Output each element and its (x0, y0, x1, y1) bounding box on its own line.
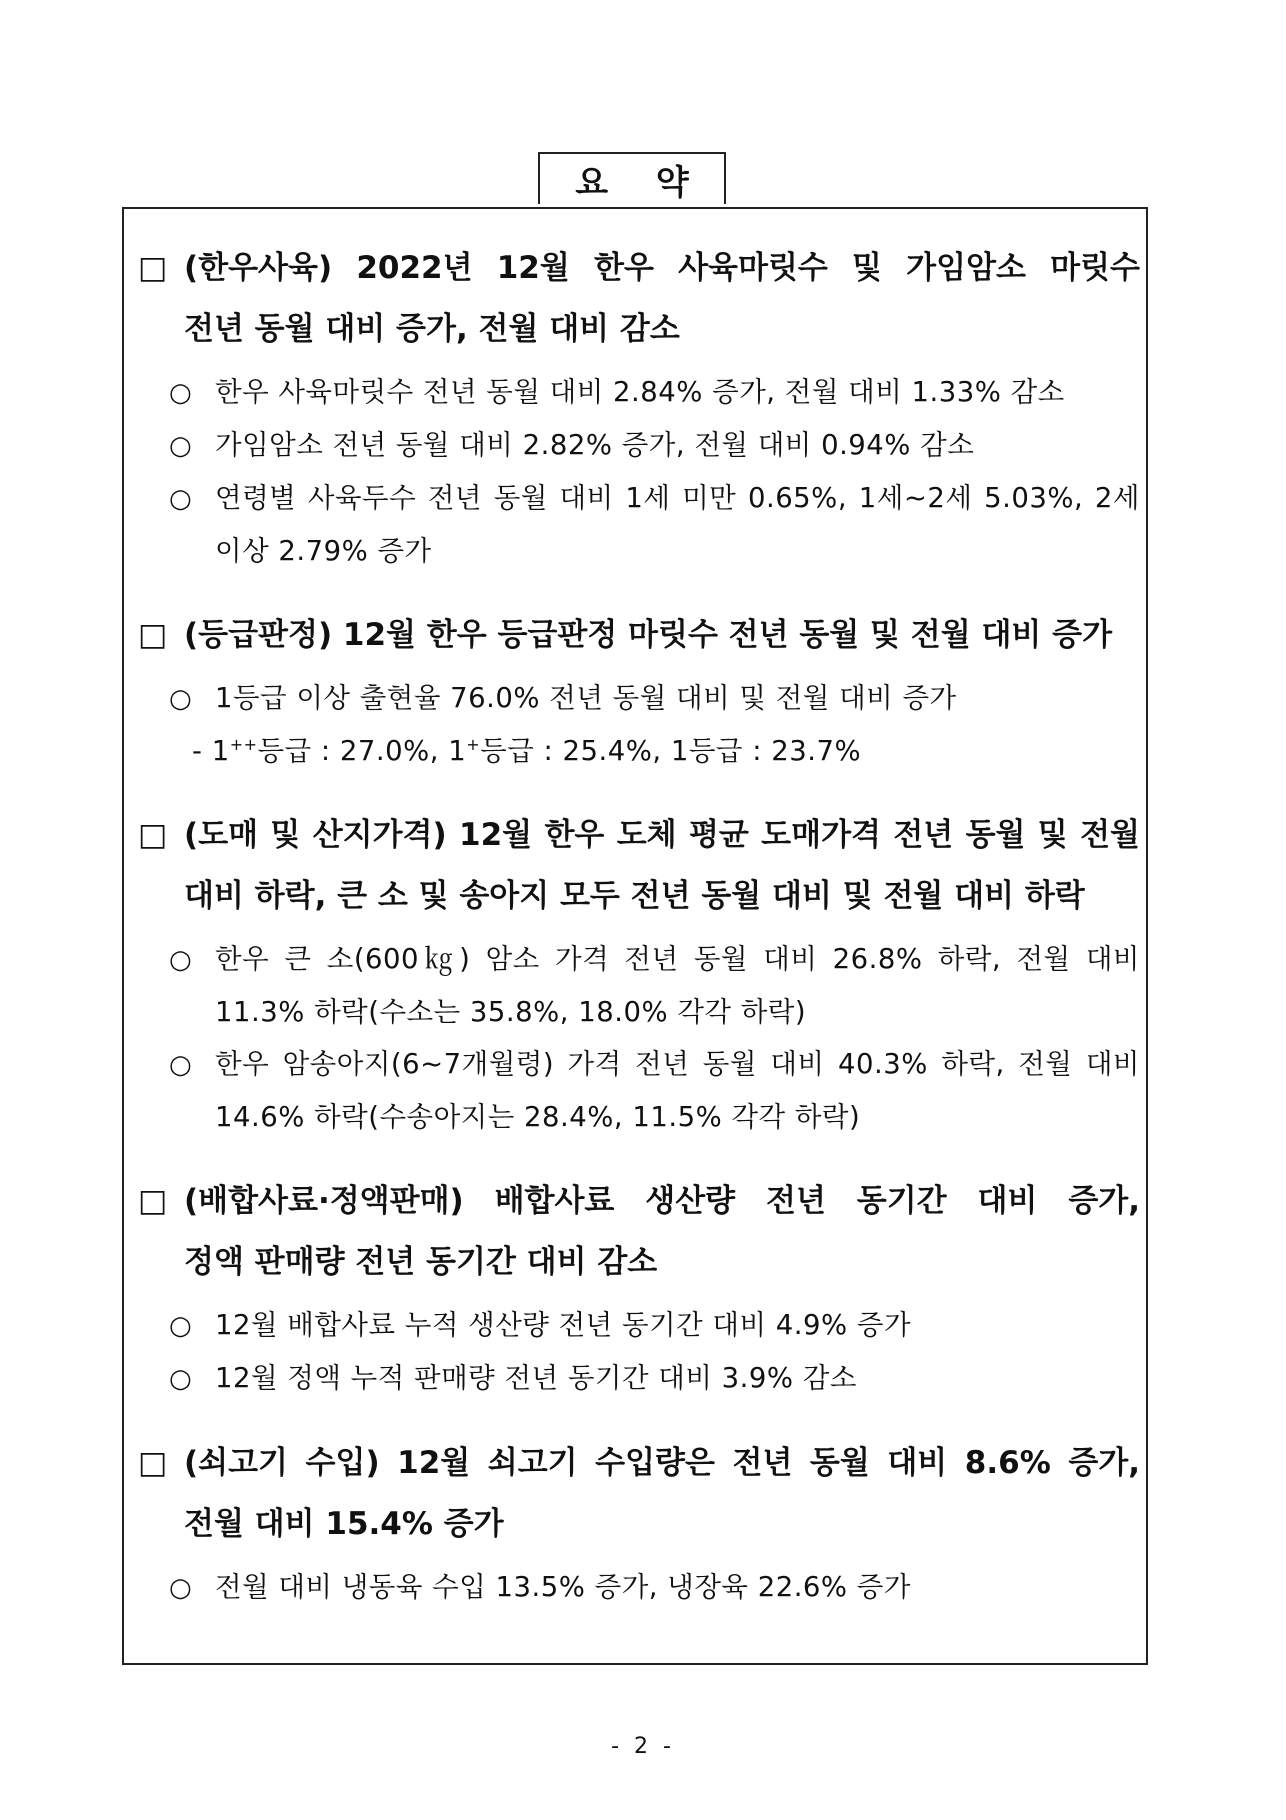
circle-bullet-icon: ○ (169, 378, 193, 408)
bullet-item (138, 933, 1140, 1038)
circle-bullet-icon: ○ (169, 1573, 193, 1603)
heading-line1: (한우사육) 2022년 12월 한우 사육마릿수 및 가임암소 마릿수 (184, 250, 1140, 286)
bullet-item (138, 672, 1140, 725)
checkbox-square-icon: □ (138, 250, 168, 286)
bullet-text: 한우 큰 소(600㎏) 암소 가격 전년 동월 대비 26.8% 하락, 전월 대비 11.3% 하락(수소는 35.8%, 18.0% 각각 하락) (215, 943, 1140, 1028)
bullet-text: 가임암소 전년 동월 대비 2.82% 증가, 전월 대비 0.94% 감소 (215, 429, 975, 461)
bullet-item (138, 1038, 1140, 1143)
section-heading-cont (138, 299, 1140, 360)
bullet-list (138, 933, 1140, 1143)
checkbox-square-icon: □ (138, 1445, 168, 1481)
bullet-list (138, 1299, 1140, 1405)
bullet-text: 12월 배합사료 누적 생산량 전년 동기간 대비 4.9% 증가 (215, 1309, 912, 1341)
circle-bullet-icon: ○ (169, 1311, 193, 1341)
heading-line2: 정액 판매량 전년 동기간 대비 감소 (184, 1244, 658, 1280)
heading-line1: (쇠고기 수입) 12월 쇠고기 수입량은 전년 동월 대비 8.6% 증가, (184, 1445, 1140, 1481)
bullet-list (138, 1561, 1140, 1614)
section-heading-cont (138, 1232, 1140, 1293)
bullet-text: 연령별 사육두수 전년 동월 대비 1세 미만 0.65%, 1세~2세 5.03%, 2세 이상 2.79% 증가 (215, 482, 1140, 567)
section-prices (138, 805, 1140, 1143)
bullet-item (138, 1299, 1140, 1352)
section-grading (138, 605, 1140, 777)
checkbox-square-icon: □ (138, 1183, 168, 1219)
section-heading (138, 238, 1140, 299)
circle-bullet-icon: ○ (169, 1050, 193, 1080)
heading-line2: 전년 동월 대비 증가, 전월 대비 감소 (184, 311, 680, 347)
circle-bullet-icon: ○ (169, 431, 193, 461)
summary-content (138, 238, 1140, 1642)
heading-line2: 대비 하락, 큰 소 및 송아지 모두 전년 동월 대비 및 전월 대비 하락 (184, 878, 1085, 914)
dash-marker: - (192, 735, 203, 767)
page-number: - 2 - (611, 1734, 675, 1759)
section-beef-imports (138, 1433, 1140, 1614)
bullet-text: 한우 사육마릿수 전년 동월 대비 2.84% 증가, 전월 대비 1.33% 감소 (215, 376, 1065, 408)
checkbox-square-icon: □ (138, 617, 168, 653)
circle-bullet-icon: ○ (169, 684, 193, 714)
heading-line1: (등급판정) 12월 한우 등급판정 마릿수 전년 동월 및 전월 대비 증가 (184, 617, 1113, 653)
section-feed-semen (138, 1171, 1140, 1405)
bullet-text: 12월 정액 누적 판매량 전년 동기간 대비 3.9% 감소 (215, 1362, 857, 1394)
circle-bullet-icon: ○ (169, 484, 193, 514)
bullet-item (138, 472, 1140, 577)
bullet-list (138, 366, 1140, 577)
section-heading (138, 605, 1140, 666)
grade-breakdown: - 1++등급 : 27.0%, 1+등급 : 25.4%, 1등급 : 23.7% (192, 734, 862, 767)
bullet-text: 전월 대비 냉동육 수입 13.5% 증가, 냉장육 22.6% 증가 (215, 1571, 911, 1603)
bullet-text: 한우 암송아지(6~7개월령) 가격 전년 동월 대비 40.3% 하락, 전월 대비 14.6% 하락(수송아지는 28.4%, 11.5% 각각 하락) (215, 1048, 1140, 1133)
heading-line1: (배합사료·정액판매) 배합사료 생산량 전년 동기간 대비 증가, (184, 1183, 1140, 1219)
section-cattle-farming (138, 238, 1140, 577)
circle-bullet-icon: ○ (169, 945, 193, 975)
section-heading (138, 1433, 1140, 1494)
bullet-list (138, 672, 1140, 777)
bullet-item (138, 1561, 1140, 1614)
section-heading-cont (138, 1494, 1140, 1555)
section-heading (138, 805, 1140, 866)
checkbox-square-icon: □ (138, 817, 168, 853)
summary-title: 요 약 (538, 152, 726, 204)
circle-bullet-icon: ○ (169, 1364, 193, 1394)
heading-line2: 전월 대비 15.4% 증가 (184, 1506, 504, 1542)
section-heading-cont (138, 866, 1140, 927)
bullet-item (138, 366, 1140, 419)
bullet-text: 1등급 이상 출현율 76.0% 전년 동월 대비 및 전월 대비 증가 (215, 682, 957, 714)
bullet-item (138, 419, 1140, 472)
section-heading (138, 1171, 1140, 1232)
heading-line1: (도매 및 산지가격) 12월 한우 도체 평균 도매가격 전년 동월 및 전월 (184, 817, 1140, 853)
bullet-item (138, 1352, 1140, 1405)
